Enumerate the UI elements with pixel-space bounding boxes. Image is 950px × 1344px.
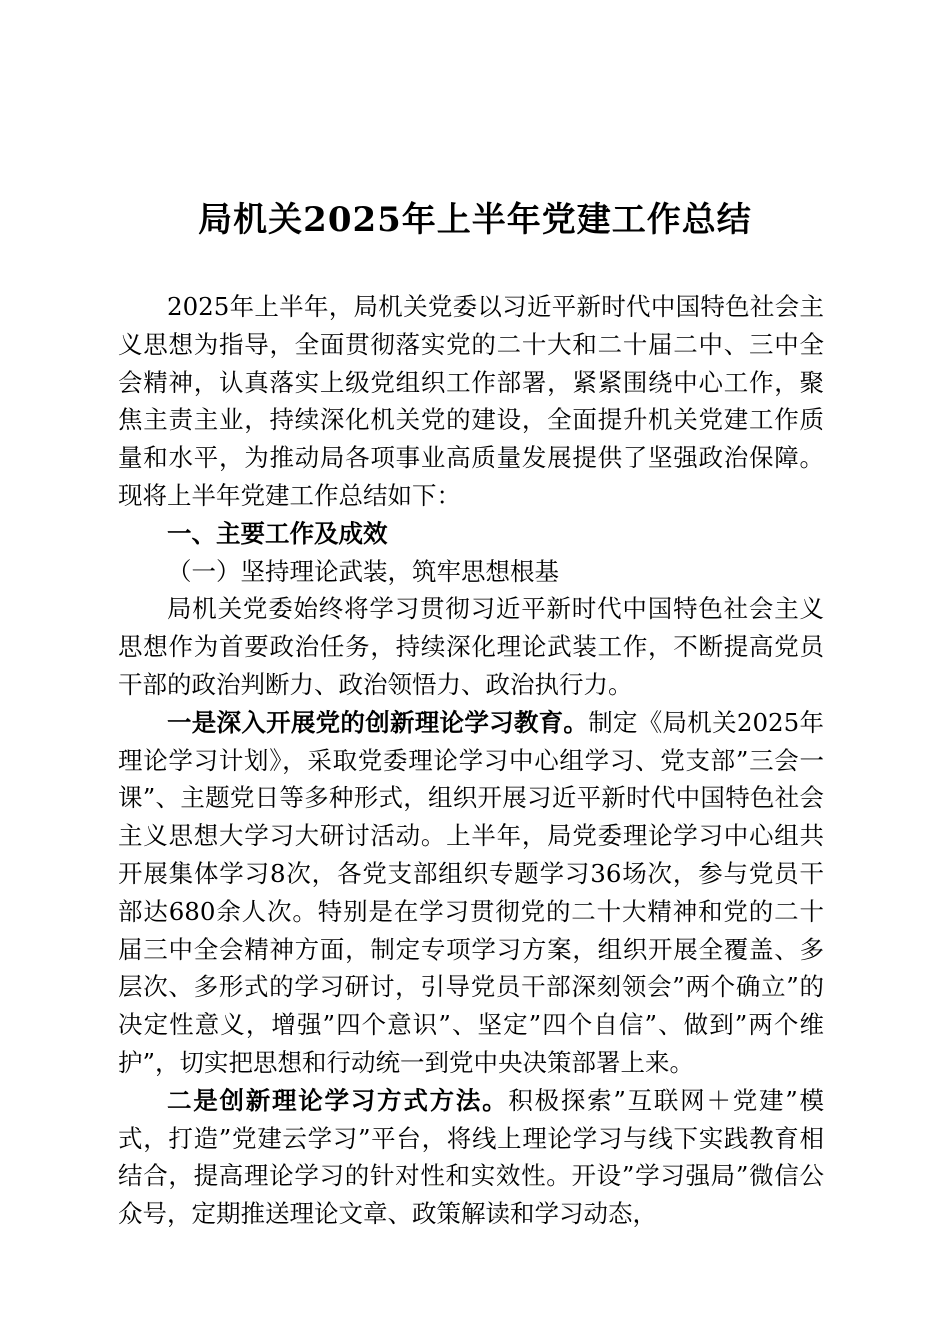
document-body (118, 288, 824, 1233)
point-two-lead: 二是创新理论学习方式方法。 (167, 1085, 509, 1115)
point-two-body: 积极探索”互联网＋党建”模式，打造”党建云学习”平台，将线上理论学习与线下实践教育相结合，提高理论学习的针对性和实效性。开设”学习强局”微信公众号，定期推送理论文章、政策解读和学习动态， (118, 1085, 824, 1229)
point-one-body: 制定《局机关2025年理论学习计划》，采取党委理论学习中心组学习、党支部”三会一课”、主题党日等多种形式，组织开展习近平新时代中国特色社会主义思想大学习大研讨活动。上半年，局党委理论学习中心组共开展集体学习8次，各党支部组织专题学习36场次，参与党员干部达680余人次。特别是在学习贯彻党的二十大精神和党的二十届三中全会精神方面，制定专项学习方案，组织开展全覆盖、多层次、多形式的学习研讨，引导党员干部深刻领会”两个确立”的决定性意义，增强”四个意识”、坚定”四个自信”、做到”两个维护”，切实把思想和行动统一到党中央决策部署上来。 (118, 707, 824, 1077)
point-two-paragraph (118, 1082, 824, 1233)
point-one-paragraph (118, 704, 824, 1082)
point-one-lead: 一是深入开展党的创新理论学习教育。 (167, 707, 589, 737)
section-heading: 一、主要工作及成效 (167, 518, 388, 548)
document-title: 局机关2025年上半年党建工作总结 (198, 200, 752, 240)
subsection-intro-paragraph: 局机关党委始终将学习贯彻习近平新时代中国特色社会主义思想作为首要政治任务，持续深化理论武装工作，不断提高党员干部的政治判断力、政治领悟力、政治执行力。 (118, 594, 824, 699)
subsection-heading: （一）坚持理论武装，筑牢思想根基 (167, 556, 559, 586)
intro-paragraph: 2025年上半年，局机关党委以习近平新时代中国特色社会主义思想为指导，全面贯彻落实党的二十大和二十届二中、三中全会精神，认真落实上级党组织工作部署，紧紧围绕中心工作，聚焦主责主业，持续深化机关党的建设，全面提升机关党建工作质量和水平，为推动局各项事业高质量发展提供了坚强政治保障。现将上半年党建工作总结如下： (118, 292, 824, 510)
